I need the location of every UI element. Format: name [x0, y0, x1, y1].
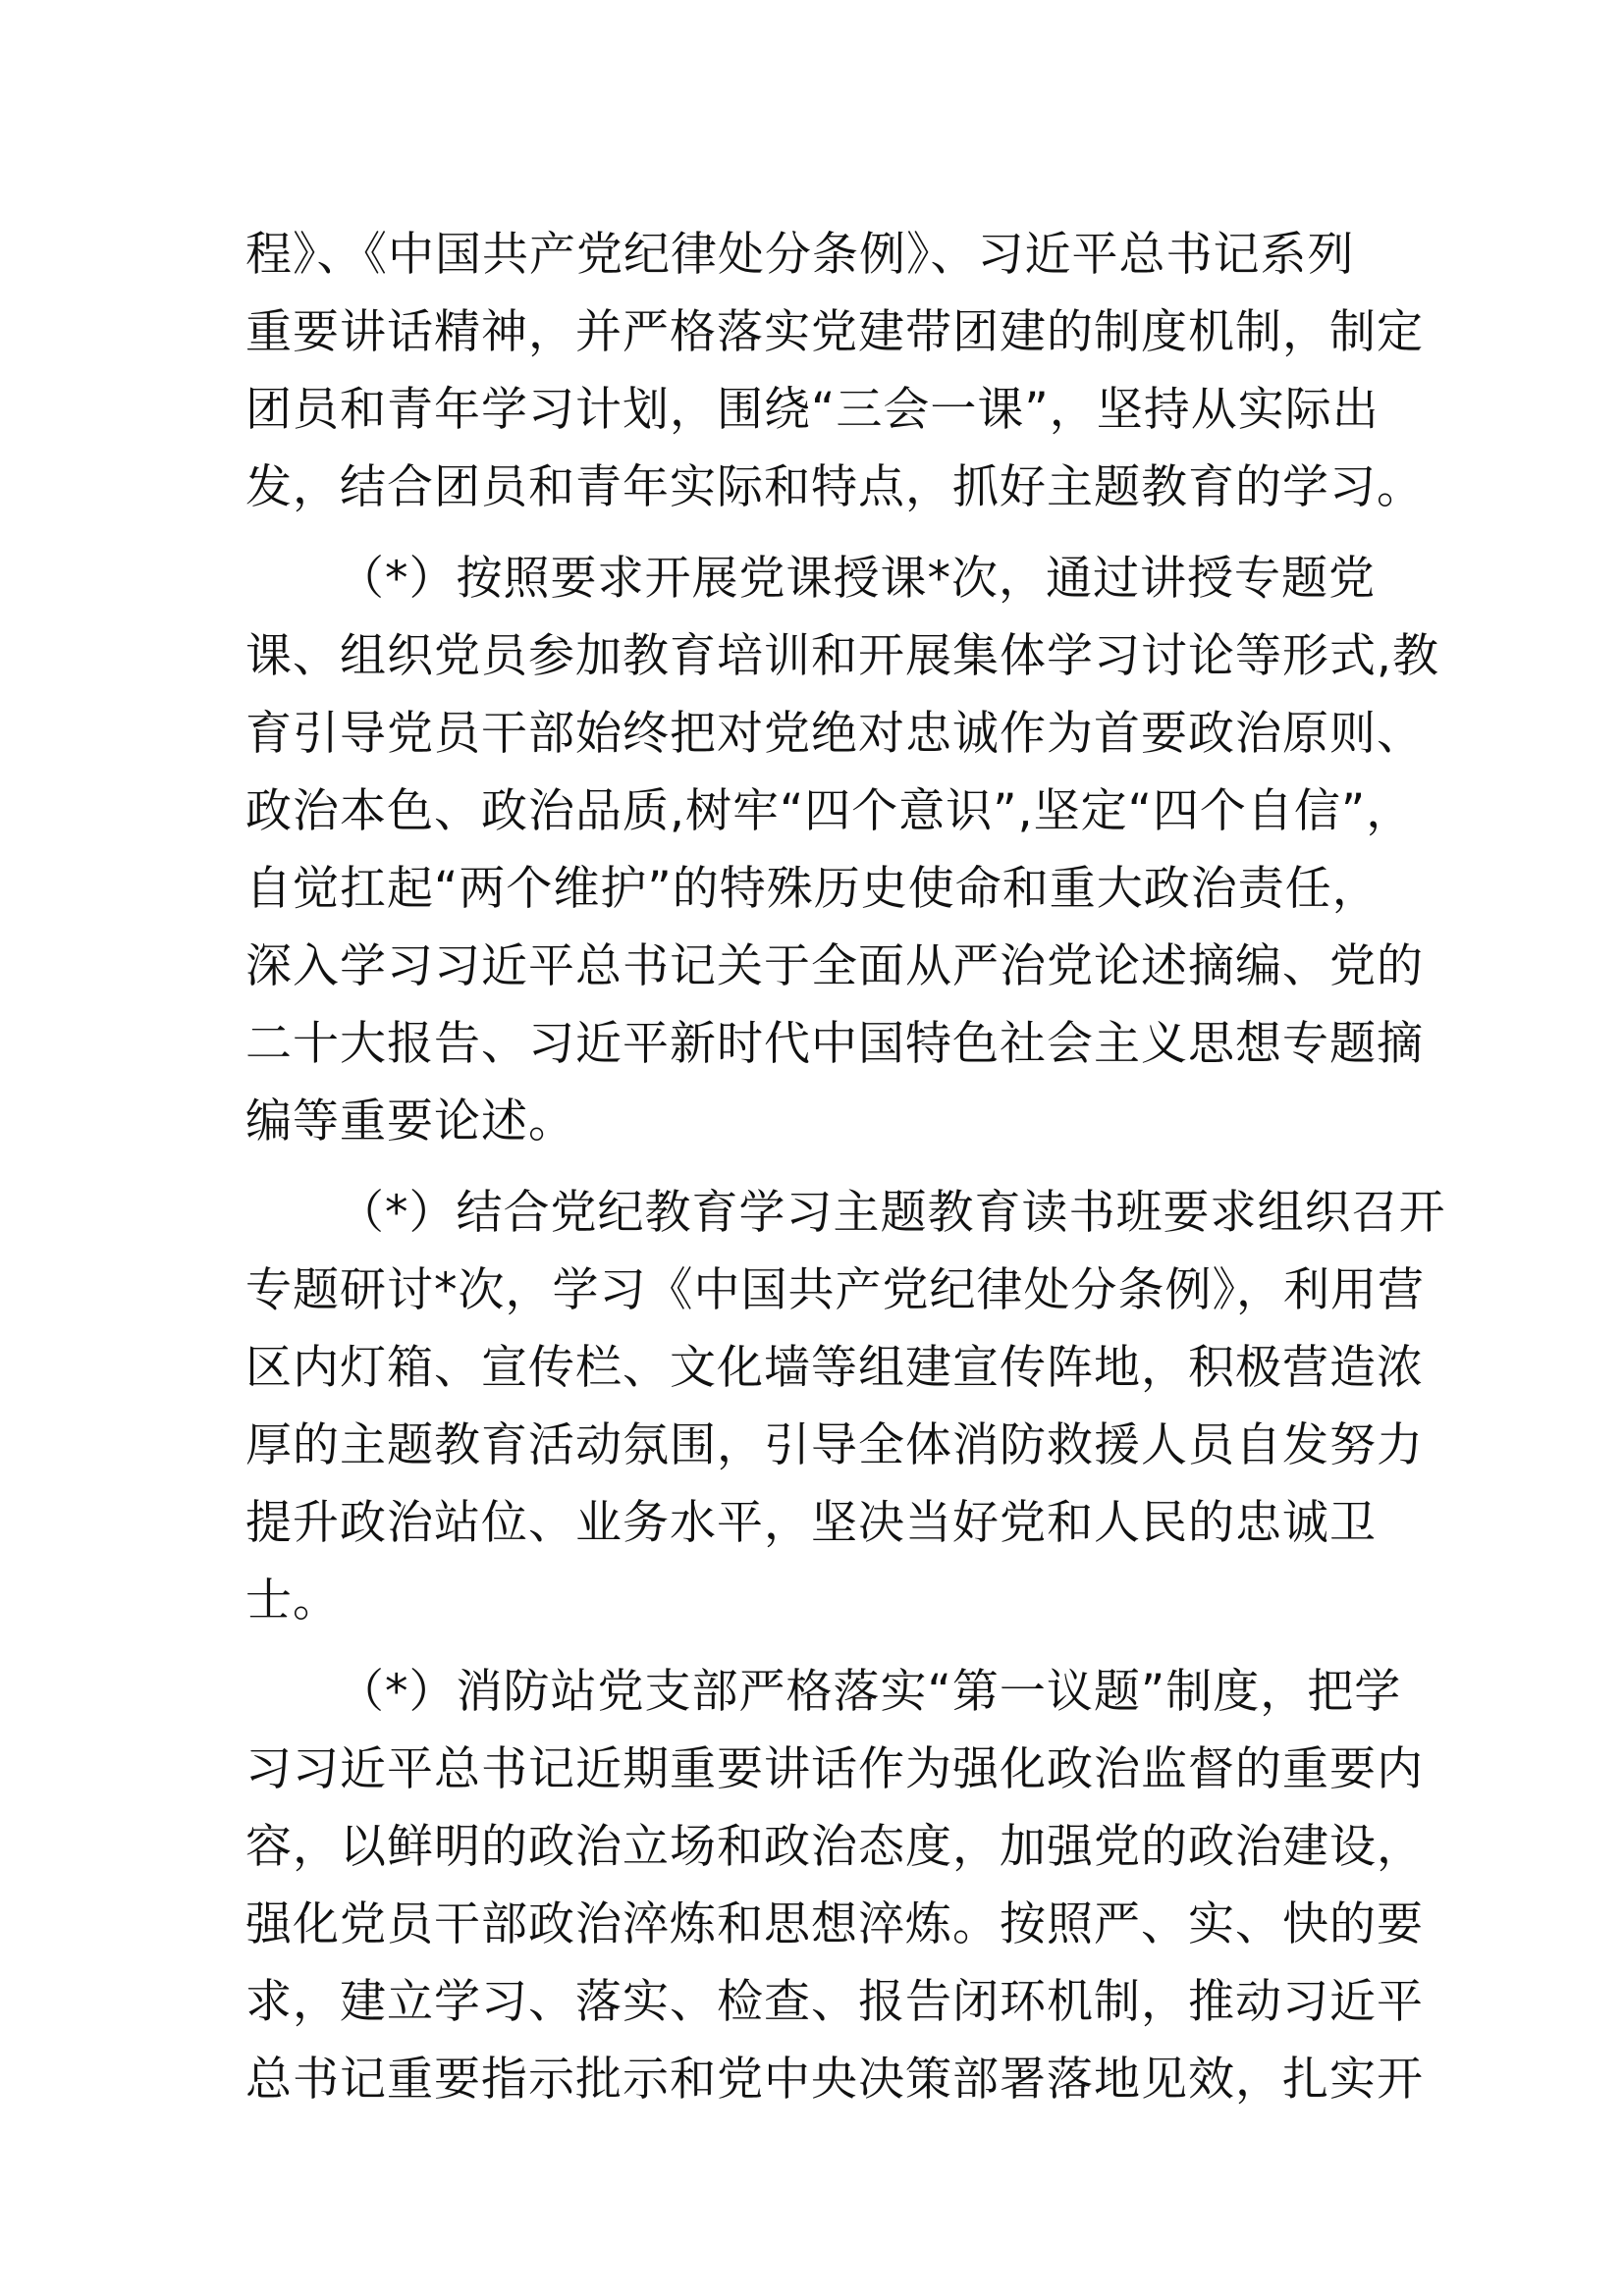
- text-line-indented: （*）结合党纪教育学习主题教育读书班要求组织召开: [338, 1186, 1446, 1240]
- text-line: 士。: [245, 1574, 340, 1628]
- text-line: 育引导党员干部始终把对党绝对忠诚作为首要政治原则、: [245, 707, 1424, 761]
- paragraph-gap: [245, 1160, 1384, 1174]
- text-line: 深入学习习近平总书记关于全面从严治党论述摘编、党的: [245, 939, 1424, 993]
- paragraph-3: [245, 1174, 1446, 1639]
- paragraph-gap: [245, 1639, 1384, 1653]
- text-line: 二十大报告、习近平新时代中国特色社会主义思想专题摘: [245, 1017, 1424, 1071]
- text-line: 强化党员干部政治淬炼和思想淬炼。按照严、实、快的要: [245, 1897, 1424, 1951]
- text-line: 团员和青年学习计划，围绕“三会一课”，坚持从实际出: [245, 383, 1380, 437]
- text-line: 总书记重要指示批示和党中央决策部署落地见效，扎实开: [245, 2053, 1424, 2107]
- text-line: 专题研讨*次，学习《中国共产党纪律处分条例》，利用营: [245, 1263, 1425, 1317]
- text-line: 厚的主题教育活动氛围，引导全体消防救援人员自发努力: [245, 1418, 1424, 1472]
- paragraph-4: [245, 1653, 1424, 2118]
- text-line: 自觉扛起“两个维护”的特殊历史使命和重大政治责任，: [245, 862, 1380, 916]
- document-body: [245, 216, 1446, 2118]
- text-line: 习习近平总书记近期重要讲话作为强化政治监督的重要内: [245, 1742, 1424, 1796]
- paragraph-gap: [245, 526, 1384, 540]
- text-line: 求，建立学习、落实、检查、报告闭环机制，推动习近平: [245, 1975, 1424, 2029]
- text-line: 区内灯箱、宣传栏、文化墙等组建宣传阵地，积极营造浓: [245, 1341, 1424, 1395]
- text-line: 编等重要论述。: [245, 1095, 575, 1148]
- text-line-indented: （*）按照要求开展党课授课*次，通过讲授专题党: [338, 552, 1376, 606]
- text-line: 容，以鲜明的政治立场和政治态度，加强党的政治建设，: [245, 1820, 1424, 1874]
- text-line-indented: （*）消防站党支部严格落实“第一议题”制度，把学: [338, 1665, 1402, 1719]
- paragraph-1: [245, 216, 1424, 526]
- text-line: 发，结合团员和青年实际和特点，抓好主题教育的学习。: [245, 460, 1424, 514]
- text-line: 政治本色、政治品质,树牢“四个意识”,坚定“四个自信”，: [245, 784, 1414, 838]
- text-line: 程》、《中国共产党纪律处分条例》、习近平总书记系列: [245, 228, 1355, 282]
- paragraph-2: [245, 540, 1439, 1160]
- text-line: 课、组织党员参加教育培训和开展集体学习讨论等形式,教: [245, 629, 1439, 683]
- text-line: 提升政治站位、业务水平，坚决当好党和人民的忠诚卫: [245, 1496, 1377, 1550]
- text-line: 重要讲话精神，并严格落实党建带团建的制度机制，制定: [245, 305, 1424, 359]
